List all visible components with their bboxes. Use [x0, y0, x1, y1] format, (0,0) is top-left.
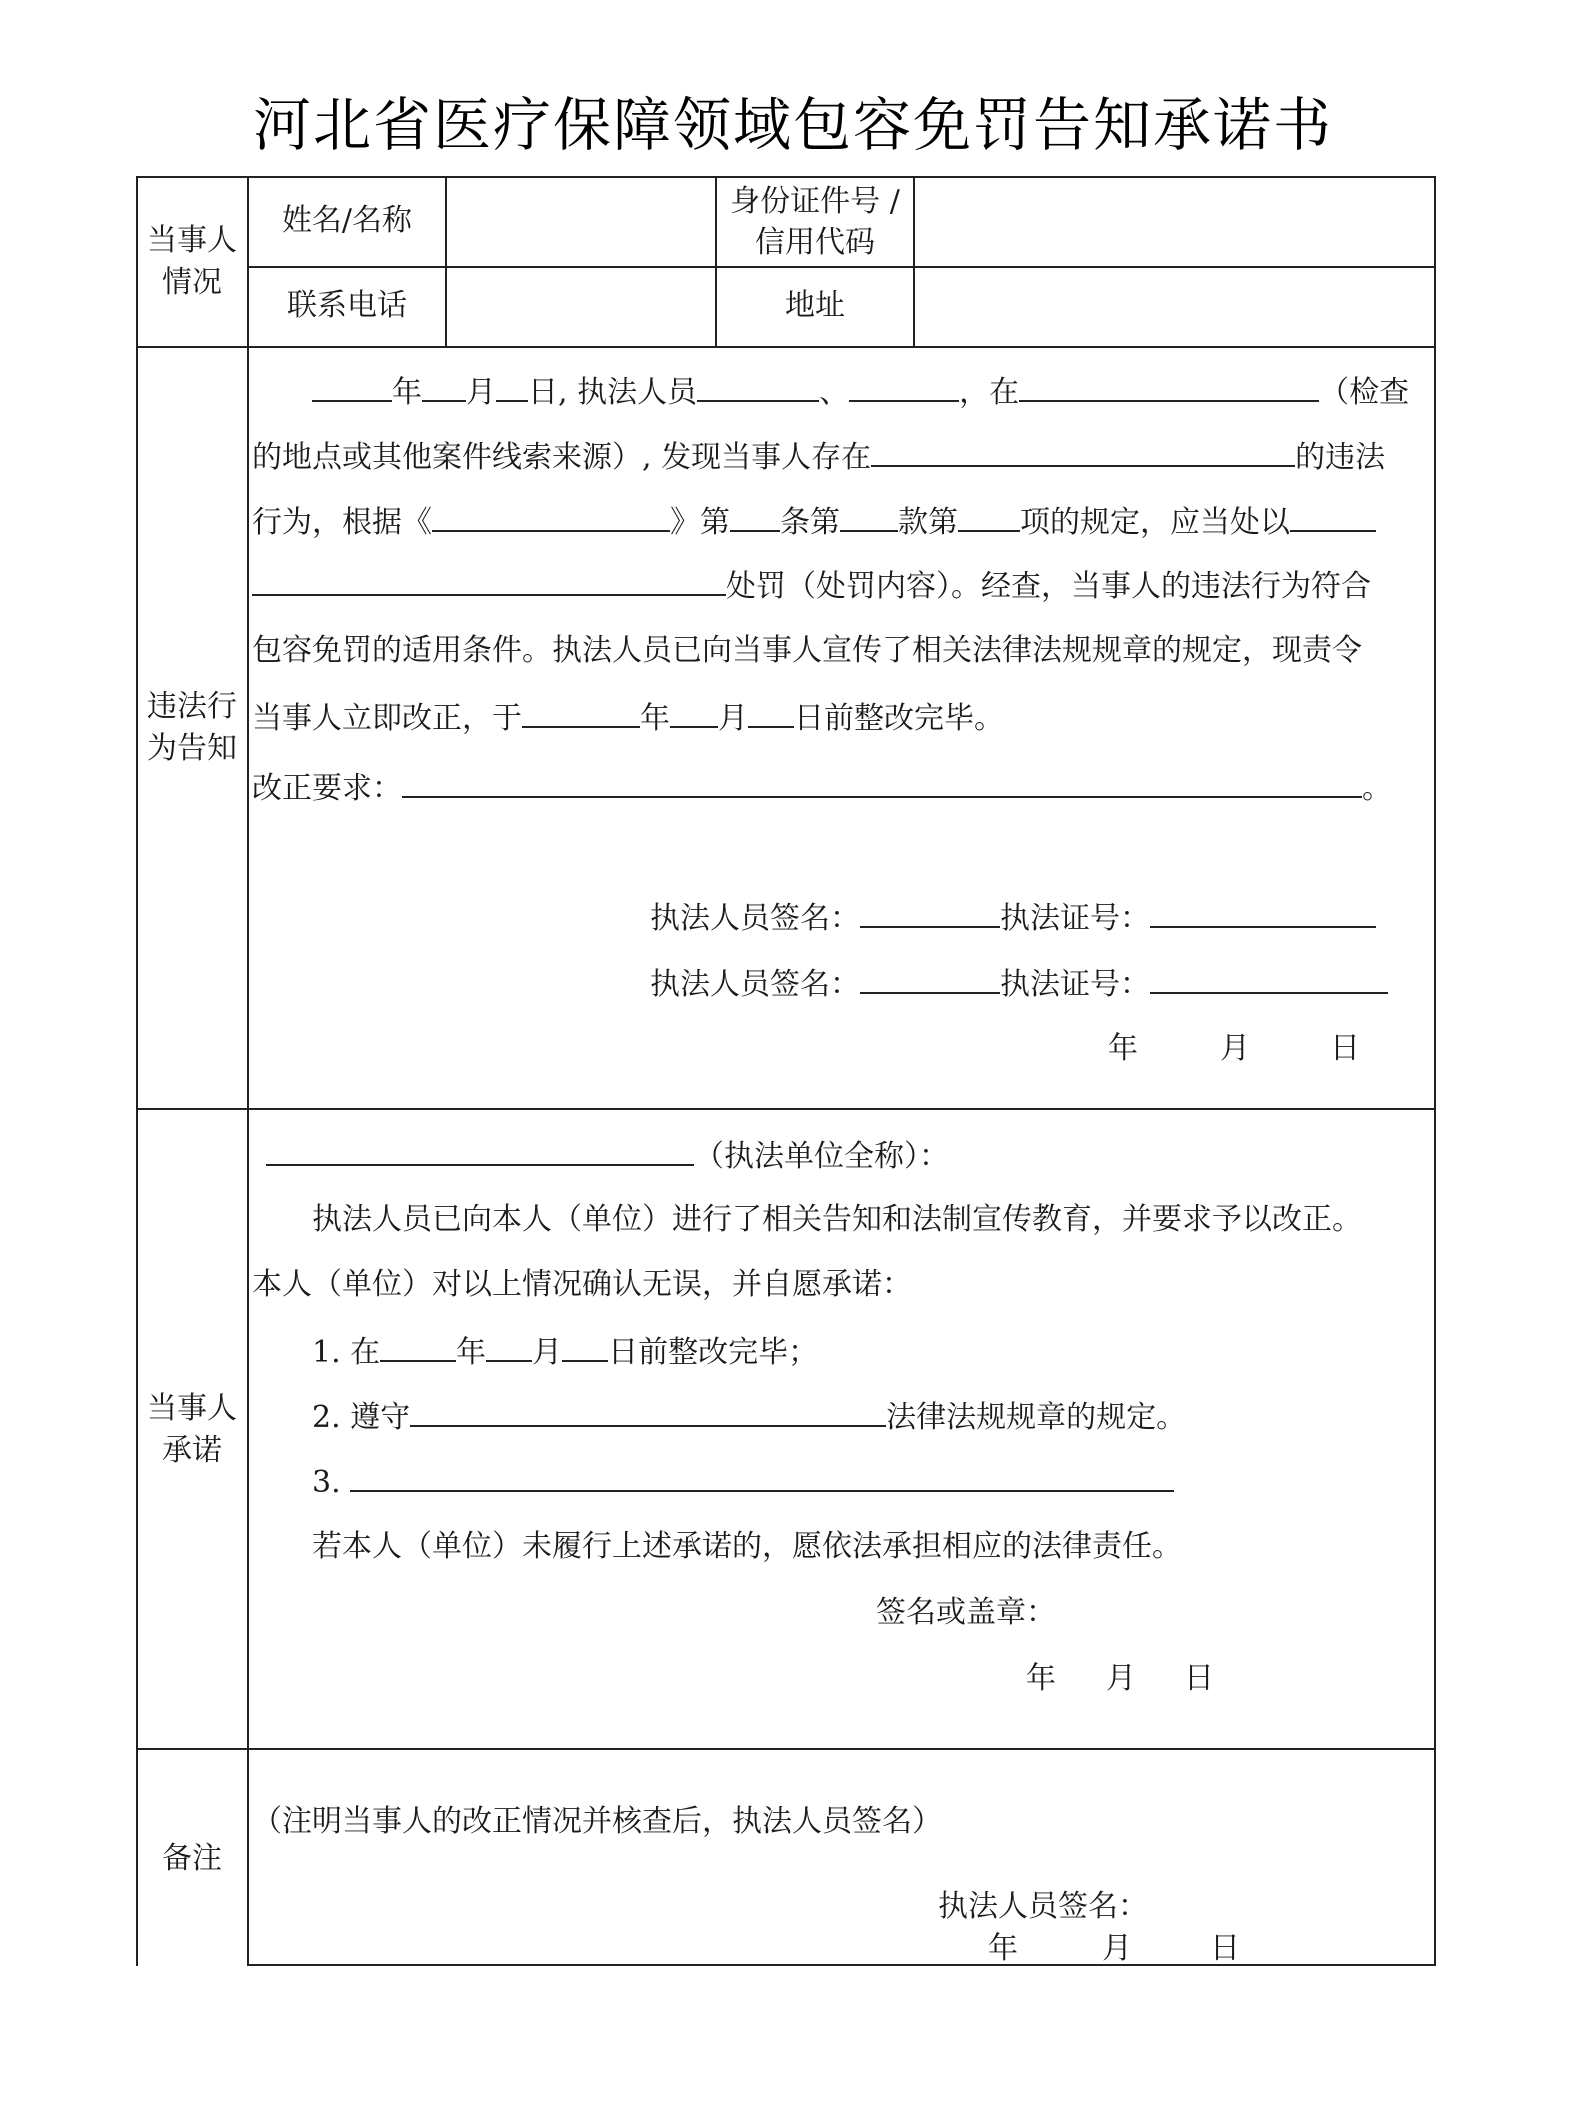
party-row-divider: [247, 266, 1435, 268]
officer-sign-row-1: 执法人员签名： 执法证号：: [650, 898, 1376, 938]
blank-officer-1[interactable]: [697, 372, 819, 402]
agency-line: （执法单位全称）：: [266, 1136, 949, 1176]
blank-officer-sign-1[interactable]: [860, 898, 1000, 928]
section-divider-1: [136, 346, 1436, 348]
blank-promise-month[interactable]: [486, 1332, 532, 1362]
table-border-top: [136, 176, 1436, 178]
promise-sign-label: 签名或盖章：: [876, 1595, 1056, 1630]
blank-deadline-month[interactable]: [670, 698, 718, 728]
blank-penalty-1[interactable]: [1290, 502, 1376, 532]
notice-line-1: 年 月 日, 执法人员 、 ，在 （检查: [312, 372, 1409, 412]
promise-date-day: 日: [1184, 1661, 1214, 1696]
blank-requirement[interactable]: [402, 768, 1362, 798]
blank-year[interactable]: [312, 372, 392, 402]
table-border-left: [136, 176, 138, 1966]
remarks-sign-label: 执法人员签名：: [938, 1889, 1148, 1924]
blank-month[interactable]: [422, 372, 466, 402]
blank-cert-2[interactable]: [1150, 964, 1388, 994]
party-section-label-1: 当事人: [147, 223, 237, 258]
promise-para-3: 若本人（单位）未履行上述承诺的，愿依法承担相应的法律责任。: [312, 1529, 1182, 1564]
blank-violation[interactable]: [871, 437, 1295, 467]
blank-officer-2[interactable]: [849, 372, 959, 402]
notice-line-5: 包容免罚的适用条件。执法人员已向当事人宣传了相关法律法规规章的规定，现责令: [252, 633, 1362, 668]
table-border-bottom: [247, 1964, 1435, 1966]
notice-section-label-1: 违法行: [147, 689, 237, 724]
table-border-right: [1434, 176, 1436, 1966]
name-label: 姓名/名称: [281, 203, 413, 238]
blank-law-name[interactable]: [432, 502, 670, 532]
blank-article[interactable]: [730, 502, 780, 532]
notice-date-year: 年: [1108, 1031, 1138, 1066]
notice-line-2: 的地点或其他案件线索来源）, 发现当事人存在 的违法: [252, 437, 1385, 477]
blank-location[interactable]: [1019, 372, 1319, 402]
blank-promise-day[interactable]: [562, 1332, 608, 1362]
remarks-date-year: 年: [988, 1931, 1018, 1966]
notice-line-4: 处罚（处罚内容）。经查，当事人的违法行为符合: [252, 566, 1371, 606]
phone-label: 联系电话: [287, 288, 407, 323]
table-column-divider: [247, 176, 249, 1966]
document-title: 河北省医疗保障领域包容免罚告知承诺书: [252, 91, 1333, 159]
remarks-hint: （注明当事人的改正情况并核查后，执法人员签名）: [252, 1804, 942, 1839]
section-divider-3: [136, 1748, 1436, 1750]
correction-requirement: 改正要求： 。: [252, 768, 1392, 808]
remarks-section-label: 备注: [162, 1841, 222, 1876]
blank-deadline-year[interactable]: [522, 698, 640, 728]
blank-regulation[interactable]: [410, 1397, 886, 1427]
promise-para-2: 本人（单位）对以上情况确认无误，并自愿承诺：: [252, 1267, 912, 1302]
remarks-date-month: 月: [1102, 1931, 1132, 1966]
officer-sign-row-2: 执法人员签名： 执法证号：: [650, 964, 1388, 1004]
promise-item-3: 3.: [312, 1462, 1174, 1502]
blank-penalty-2[interactable]: [252, 566, 726, 596]
notice-section-label-2: 为告知: [147, 731, 237, 766]
blank-promise-year[interactable]: [380, 1332, 456, 1362]
blank-agency[interactable]: [266, 1136, 694, 1166]
notice-line-6: 当事人立即改正，于 年 月 日前整改完毕。: [252, 698, 1004, 738]
id-label-1: 身份证件号 /: [730, 184, 900, 219]
blank-clause[interactable]: [840, 502, 898, 532]
address-label: 地址: [785, 288, 845, 323]
promise-item-2: 2. 遵守 法律法规规章的规定。: [312, 1397, 1186, 1437]
promise-section-label-2: 承诺: [162, 1433, 222, 1468]
notice-date-month: 月: [1220, 1031, 1250, 1066]
id-label-2: 信用代码: [755, 225, 875, 260]
promise-section-label-1: 当事人: [147, 1391, 237, 1426]
blank-officer-sign-2[interactable]: [860, 964, 1000, 994]
promise-date-year: 年: [1026, 1661, 1056, 1696]
blank-cert-1[interactable]: [1150, 898, 1376, 928]
promise-date-month: 月: [1106, 1661, 1136, 1696]
section-divider-2: [136, 1108, 1436, 1110]
promise-item-1: 1. 在 年 月 日前整改完毕；: [312, 1332, 818, 1372]
party-col-divider-1: [445, 176, 447, 346]
notice-date-day: 日: [1330, 1031, 1360, 1066]
notice-line-3: 行为，根据《 》第 条第 款第 项的规定，应当处以: [252, 502, 1376, 542]
remarks-date-day: 日: [1210, 1931, 1240, 1966]
party-col-divider-3: [913, 176, 915, 346]
blank-deadline-day[interactable]: [748, 698, 794, 728]
blank-promise-other[interactable]: [350, 1462, 1174, 1492]
blank-day[interactable]: [496, 372, 528, 402]
party-section-label-2: 情况: [162, 265, 222, 300]
promise-para-1: 执法人员已向本人（单位）进行了相关告知和法制宣传教育，并要求予以改正。: [312, 1202, 1362, 1237]
blank-item[interactable]: [958, 502, 1020, 532]
